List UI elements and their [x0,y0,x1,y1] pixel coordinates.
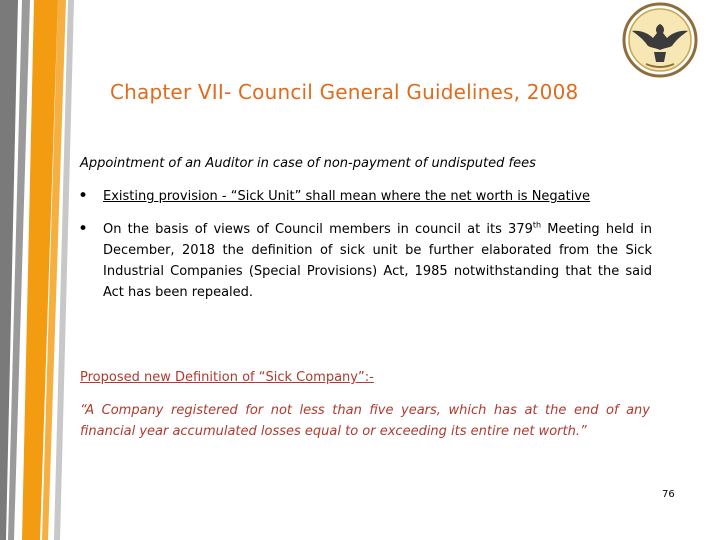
section-subheading: Appointment of an Auditor in case of non-payment of undisputed fees [80,156,536,171]
decorative-stripes [0,0,80,540]
bullet-existing-provision [78,186,652,207]
bullet-council-views [78,219,652,303]
bullet-text-end: Meeting held in December, 2018 the definition of sick unit be further elaborated from the Sick Industrial Companies (Special Provisions) Act, 1985 notwithstanding that the said Act has been repealed. [103,222,653,300]
bullet-text: Existing provision - “Sick Unit” shall mean where the net worth is Negative [103,189,591,204]
icai-logo-icon [620,0,700,90]
bullet-dot-icon: • [78,186,89,206]
sick-company-definition: “A Company registered for not less than five years, which has at the end of any financial year accumulated losses equal to or exceeding its entire net worth.” [80,403,650,439]
slide-title: Chapter VII- Council General Guidelines, 2008 [110,80,579,104]
bullet-text [103,219,652,303]
bullet-list [78,186,652,303]
bullet-dot-icon: • [78,219,89,239]
ordinal-suffix: th [532,220,542,230]
page-number: 76 [662,489,675,500]
proposed-definition-heading: Proposed new Definition of “Sick Company”:- [80,370,374,385]
bullet-text-start: On the basis of views of Council members in council at its 379 [103,222,533,237]
